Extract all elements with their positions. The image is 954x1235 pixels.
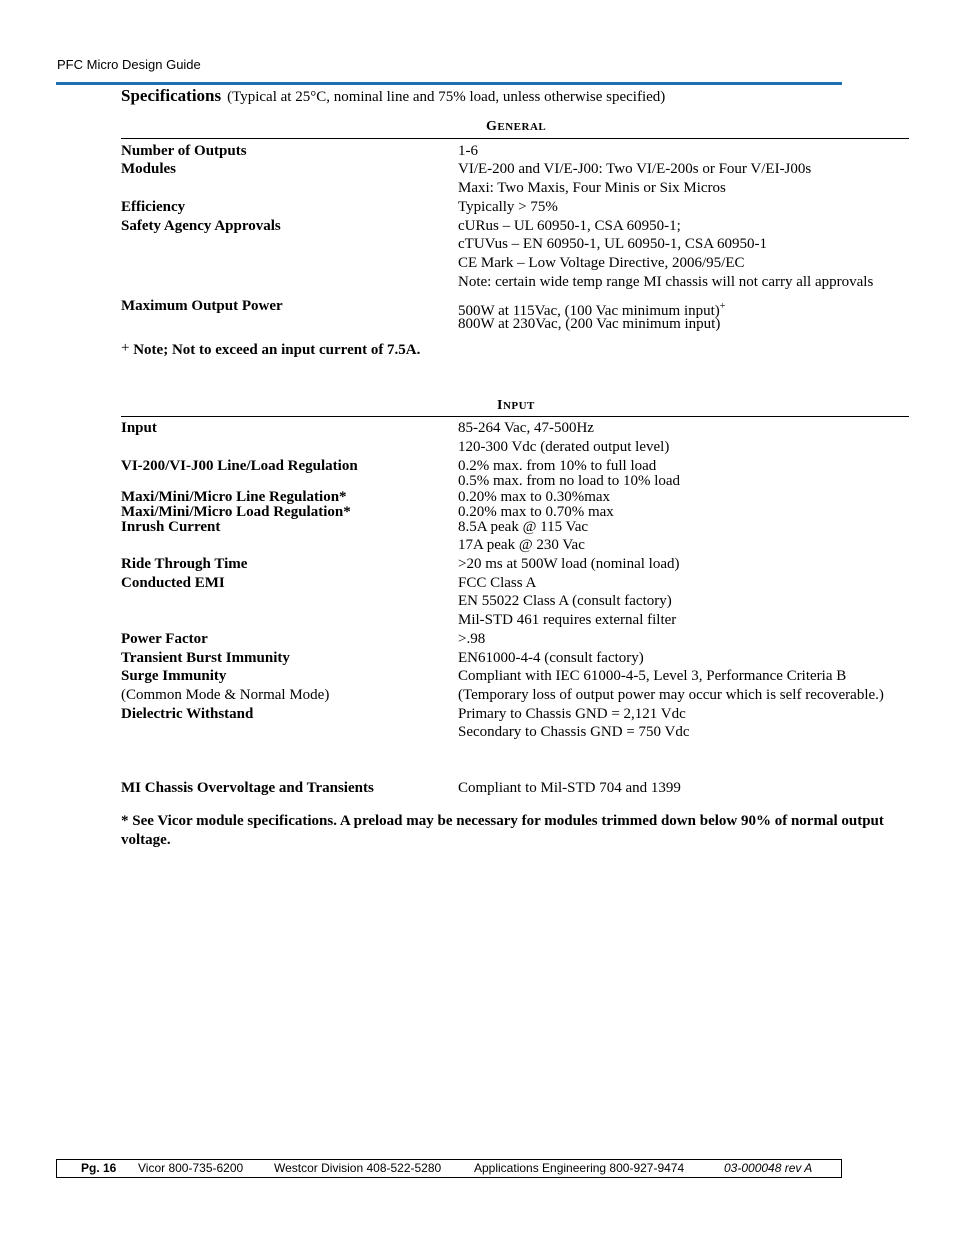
label-ride-through-time: Ride Through Time: [121, 556, 248, 572]
label-dielectric-withstand: Dielectric Withstand: [121, 706, 254, 722]
value-dielectric-1: Primary to Chassis GND = 2,121 Vdc: [458, 706, 686, 722]
value-emi-3: Mil-STD 461 requires external filter: [458, 612, 677, 628]
footer-document-number: 03-000048 rev A: [724, 1161, 813, 1175]
value-emi-1: FCC Class A: [458, 575, 537, 591]
page-header-title: PFC Micro Design Guide: [57, 57, 201, 72]
header-rule: [56, 82, 842, 85]
specifications-heading: [121, 86, 665, 106]
value-safety-1: cURus – UL 60950-1, CSA 60950-1;: [458, 218, 681, 234]
footer-vicor: Vicor 800-735-6200: [138, 1161, 244, 1175]
label-power-factor: Power Factor: [121, 631, 208, 647]
general-footnote: + Note; Not to exceed an input current of 7.5A.: [121, 340, 421, 358]
input-footnote: * See Vicor module specifications. A preload may be necessary for modules trimmed down below 90% of normal output voltage.: [121, 813, 884, 848]
label-vi-regulation: VI-200/VI-J00 Line/Load Regulation: [121, 458, 358, 474]
label-mi-chassis-overvoltage: MI Chassis Overvoltage and Transients: [121, 780, 374, 796]
value-input-2: 120-300 Vdc (derated output level): [458, 439, 670, 455]
value-modules-1: VI/E-200 and VI/E-J00: Two VI/E-200s or Four V/EI-J00s: [458, 161, 812, 177]
value-max-power-1: 500W at 115Vac, (100 Vac minimum input)+: [458, 301, 726, 319]
value-inrush-2: 17A peak @ 230 Vac: [458, 537, 585, 553]
value-emi-2: EN 55022 Class A (consult factory): [458, 593, 672, 609]
label-maxi-line-regulation: Maxi/Mini/Micro Line Regulation*: [121, 489, 347, 505]
value-mi-chassis-overvoltage: Compliant to Mil-STD 704 and 1399: [458, 780, 681, 796]
value-surge-2: (Temporary loss of output power may occur which is self recoverable.): [458, 687, 884, 703]
value-transient-burst-immunity: EN61000-4-4 (consult factory): [458, 650, 644, 666]
page-footer: [56, 1159, 842, 1178]
value-maxi-load-regulation: 0.20% max to 0.70% max: [458, 504, 614, 520]
label-modules: Modules: [121, 161, 177, 177]
value-surge-1: Compliant with IEC 61000-4-5, Level 3, Performance Criteria B: [458, 668, 847, 684]
specifications-title: Specifications: [121, 86, 222, 105]
value-ride-through-time: >20 ms at 500W load (nominal load): [458, 556, 680, 572]
value-dielectric-2: Secondary to Chassis GND = 750 Vdc: [458, 724, 690, 740]
section-rule-input: [121, 416, 909, 417]
label-number-of-outputs: Number of Outputs: [121, 143, 247, 159]
specifications-subtitle: (Typical at 25°C, nominal line and 75% load, unless otherwise specified): [227, 89, 666, 105]
label-inrush-current: Inrush Current: [121, 519, 221, 535]
value-input-1: 85-264 Vac, 47-500Hz: [458, 420, 594, 436]
section-title-input: INPUT: [497, 398, 535, 413]
value-maxi-line-regulation: 0.20% max to 0.30%max: [458, 489, 611, 505]
label-conducted-emi: Conducted EMI: [121, 575, 225, 591]
label-surge-immunity: Surge Immunity: [121, 668, 227, 684]
value-vi-regulation-1: 0.2% max. from 10% to full load: [458, 458, 657, 474]
label-input: Input: [121, 420, 157, 436]
footnote-mark: +: [719, 301, 726, 312]
label-safety-agency-approvals: Safety Agency Approvals: [121, 218, 281, 234]
value-number-of-outputs: 1-6: [458, 143, 478, 159]
footer-page-number: Pg. 16: [81, 1161, 117, 1175]
label-maximum-output-power: Maximum Output Power: [121, 298, 283, 314]
section-title-general: GENERAL: [486, 119, 547, 134]
value-efficiency: Typically > 75%: [458, 199, 558, 215]
value-max-power-2: 800W at 230Vac, (200 Vac minimum input): [458, 316, 721, 332]
value-safety-3: CE Mark – Low Voltage Directive, 2006/95/EC: [458, 255, 745, 271]
value-vi-regulation-2: 0.5% max. from no load to 10% load: [458, 473, 681, 489]
value-inrush-1: 8.5A peak @ 115 Vac: [458, 519, 589, 535]
footer-westcor: Westcor Division 408-522-5280: [274, 1161, 442, 1175]
footer-applications: Applications Engineering 800-927-9474: [474, 1161, 685, 1175]
value-power-factor: >.98: [458, 631, 486, 647]
value-safety-2: cTUVus – EN 60950-1, UL 60950-1, CSA 60950-1: [458, 236, 767, 252]
value-modules-2: Maxi: Two Maxis, Four Minis or Six Micros: [458, 180, 726, 196]
label-maxi-load-regulation: Maxi/Mini/Micro Load Regulation*: [121, 504, 351, 520]
section-rule-general: [121, 138, 909, 139]
label-transient-burst-immunity: Transient Burst Immunity: [121, 650, 290, 666]
value-safety-4: Note: certain wide temp range MI chassis will not carry all approvals: [458, 274, 874, 290]
label-efficiency: Efficiency: [121, 199, 186, 215]
sublabel-surge-immunity: (Common Mode & Normal Mode): [121, 687, 330, 703]
